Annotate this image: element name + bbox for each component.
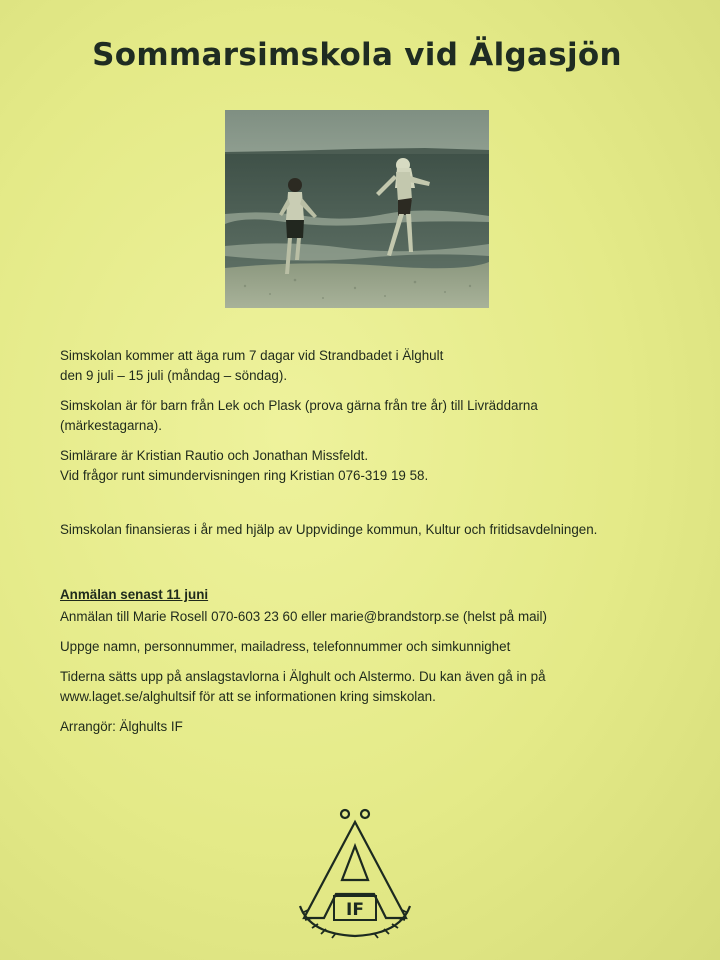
paragraph-dates: Simskolan kommer att äga rum 7 dagar vid Strandbadet i Älghult den 9 juli – 15 juli (måndag – söndag). [60,348,444,383]
paragraph-schedule: Tiderna sätts upp på anslagstavlorna i Älghult och Alstermo. Du kan även gå in på www.laget.se/alghultsif för att se informationen kring simskolan. [60,669,546,704]
page-title: Sommarsimskola vid Älgasjön [92,36,622,73]
paragraph-teachers: Simlärare är Kristian Rautio och Jonathan Missfeldt. Vid frågor runt simundervisningen ring Kristian 076-319 19 58. [60,448,429,483]
logo-letters: IF [346,900,364,920]
registration-deadline: Anmälan senast 11 juni [60,587,209,602]
paragraph-ages: Simskolan är för barn från Lek och Plask (prova gärna från tre år) till Livräddarna (märkestagarna). [60,398,538,433]
paragraph-organizer: Arrangör: Älghults IF [60,719,183,734]
beach-photo [225,110,489,308]
paragraph-registration: Anmälan till Marie Rosell 070-603 23 60 eller marie@brandstorp.se (helst på mail) [60,609,547,624]
body-text [60,346,690,737]
paragraph-required-info: Uppge namn, personnummer, mailadress, telefonnummer och simkunnighet [60,639,511,654]
paragraph-funding: Simskolan finansieras i år med hjälp av Uppvidinge kommun, Kultur och fritidsavdelningen. [60,522,598,537]
alghults-if-logo-icon [290,806,420,946]
